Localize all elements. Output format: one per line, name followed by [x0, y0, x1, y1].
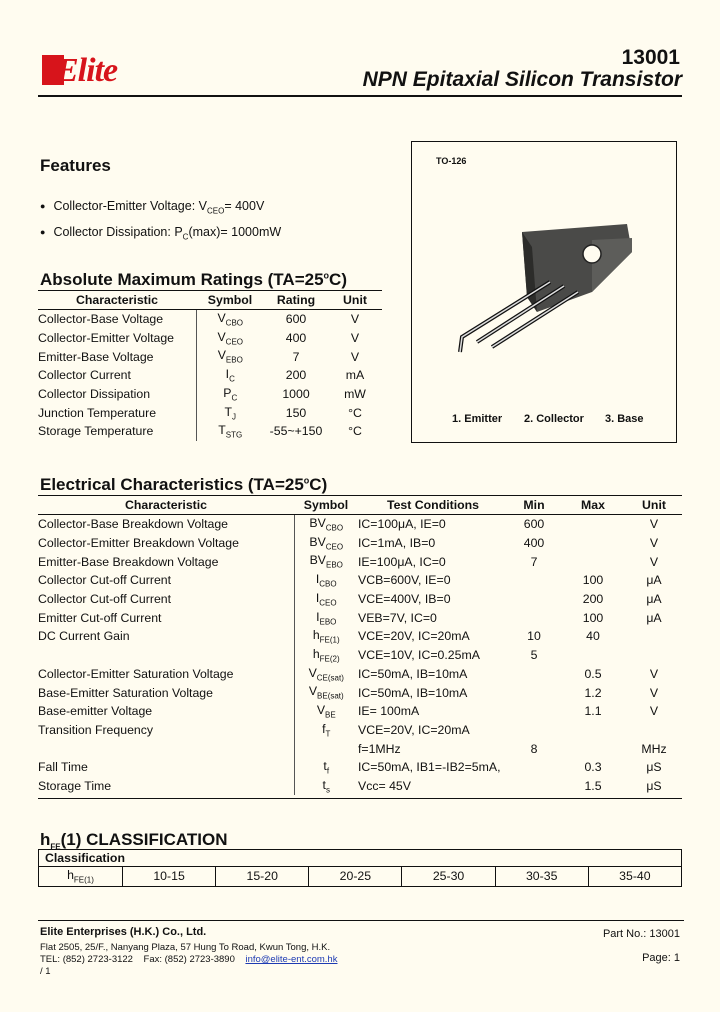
rating-cell: 600 [285, 312, 307, 327]
classification-symbol: $h_{FE(1)}$ [39, 867, 123, 887]
feature-item: ● Collector Dissipation: $P_C(\max)= 1000mW$ [40, 222, 281, 248]
pin-3-label: 3. Base [605, 413, 644, 425]
min-cell [508, 758, 560, 777]
rating-cell: 200 [285, 368, 307, 383]
column-header: Min [508, 496, 560, 515]
electrical-table [38, 495, 682, 795]
hfe-range-cell: 30-35 [495, 867, 588, 887]
unit-cell: V [649, 536, 659, 551]
condition-cell: VCE=20V, IC=20mA [358, 629, 470, 644]
unit-cell: V [350, 349, 360, 364]
max-cell: 200 [582, 592, 604, 607]
classification-table [38, 849, 682, 887]
table-row [38, 608, 682, 627]
table-row [38, 646, 682, 665]
symbol-cell: $V_{BE}$ [294, 702, 358, 721]
abs-max-table [38, 290, 382, 441]
features-list [40, 196, 281, 247]
characteristic-cell: Storage Temperature [38, 424, 154, 439]
hfe-range-cell: 20-25 [309, 867, 402, 887]
rating-cell: 1000 [282, 387, 310, 402]
condition-cell: IC=100μA, IE=0 [358, 517, 446, 532]
package-diagram [411, 141, 677, 443]
rating-cell: 7 [292, 349, 300, 364]
min-cell [508, 608, 560, 627]
unit-cell: °C [348, 405, 362, 420]
condition-cell: IE= 100mA [358, 704, 420, 719]
package-name: TO-126 [436, 156, 467, 166]
features-heading: Features [40, 156, 111, 175]
table-row [38, 739, 682, 758]
hfe-range-cell: 15-20 [216, 867, 309, 887]
table-row [38, 403, 382, 422]
max-cell [560, 646, 626, 665]
column-header: Characteristic [38, 496, 294, 515]
unit-cell [626, 721, 682, 740]
hfe-range-cell: 25-30 [402, 867, 495, 887]
unit-cell: mW [344, 387, 366, 402]
min-cell [508, 721, 560, 740]
max-cell [560, 721, 626, 740]
rating-cell: -55~+150 [269, 424, 323, 439]
symbol-cell: $BV_{EBO}$ [294, 552, 358, 571]
max-cell [560, 515, 626, 534]
abs-max-heading: Absolute Maximum Ratings $(TA=25^oC)$ [40, 270, 347, 289]
column-header: Unit [626, 496, 682, 515]
condition-cell: VCE=10V, IC=0.25mA [358, 648, 480, 663]
column-header: Max [560, 496, 626, 515]
symbol-cell: $V_{CE(sat)}$ [294, 665, 358, 684]
table-row [38, 665, 682, 684]
min-cell: 8 [530, 741, 538, 756]
to126-package-drawing [442, 202, 642, 362]
table-row [38, 347, 382, 366]
column-header: Unit [328, 291, 382, 310]
unit-cell: °C [348, 424, 362, 439]
symbol-cell: $T_J$ [196, 403, 264, 422]
characteristic-cell: Transition Frequency [38, 722, 154, 737]
min-cell: 400 [523, 536, 545, 551]
phone: TEL: (852) 2723-3122 [40, 954, 133, 965]
hfe-range-cell: 35-40 [588, 867, 681, 887]
table-row [38, 366, 382, 385]
characteristic-cell: Emitter-Base Breakdown Voltage [38, 554, 219, 569]
min-cell [508, 571, 560, 590]
column-header: Symbol [294, 496, 358, 515]
table-row [38, 552, 682, 571]
unit-cell: V [649, 517, 659, 532]
max-cell: 1.2 [584, 685, 602, 700]
table-row [38, 590, 682, 609]
table-row [38, 758, 682, 777]
characteristic-cell: Collector-Emitter Voltage [38, 331, 175, 346]
unit-cell: V [649, 685, 659, 700]
document-title: NPN Epitaxial Silicon Transistor [362, 68, 682, 91]
characteristic-cell [38, 646, 294, 665]
table-row [38, 702, 682, 721]
symbol-cell: $I_{CBO}$ [294, 571, 358, 590]
symbol-cell: $V_{BE(sat)}$ [294, 683, 358, 702]
min-cell: 10 [527, 629, 541, 644]
characteristic-cell: Collector-Base Breakdown Voltage [38, 517, 229, 532]
symbol-cell: $V_{EBO}$ [196, 347, 264, 366]
table-row [38, 515, 682, 534]
part-number: 13001 [621, 46, 680, 69]
characteristic-cell: Junction Temperature [38, 405, 157, 420]
symbol-cell: $f_T$ [294, 721, 358, 740]
condition-cell: VCE=20V, IC=20mA [358, 722, 470, 737]
characteristic-cell: Base-emitter Voltage [38, 704, 153, 719]
symbol-cell: $t_s$ [294, 777, 358, 796]
max-cell: 0.5 [584, 666, 602, 681]
table-row [38, 571, 682, 590]
table-row [38, 534, 682, 553]
pin-2-label: 2. Collector [524, 413, 584, 425]
column-header: Symbol [196, 291, 264, 310]
max-cell: 1.1 [584, 704, 602, 719]
feature-item: ● Collector-Emitter Voltage: $V_{CEO}= 400V$ [40, 196, 281, 222]
characteristic-cell: Storage Time [38, 778, 112, 793]
electrical-table-bottom-rule [38, 798, 682, 799]
symbol-cell: $h_{FE(2)}$ [294, 646, 358, 665]
unit-cell: mA [345, 368, 365, 383]
contact-line [40, 954, 337, 965]
email-link[interactable]: info@elite-ent.com.hk [245, 954, 338, 965]
footer-part-no: Part No.: 13001 [602, 928, 680, 940]
condition-cell: IC=50mA, IB=10mA [358, 685, 468, 700]
footer-rule [38, 920, 684, 921]
min-cell: 5 [530, 648, 538, 663]
table-row [38, 422, 382, 441]
characteristic-cell: DC Current Gain [38, 629, 130, 644]
max-cell: 100 [582, 610, 604, 625]
table-row [38, 721, 682, 740]
company-address: Flat 2505, 25/F., Nanyang Plaza, 57 Hung To Road, Kwun Tong, H.K. [40, 942, 331, 953]
unit-cell: μA [646, 573, 662, 588]
pin-1-label: 1. Emitter [452, 413, 503, 425]
min-cell: 600 [523, 517, 545, 532]
unit-cell: V [649, 554, 659, 569]
table-header-row [38, 496, 682, 515]
unit-cell: V [649, 666, 659, 681]
characteristic-cell: Emitter Cut-off Current [38, 610, 162, 625]
characteristic-cell: Collector-Base Voltage [38, 312, 164, 327]
characteristic-cell: Collector Cut-off Current [38, 592, 172, 607]
symbol-cell: $I_C$ [196, 366, 264, 385]
rating-cell: 150 [285, 405, 307, 420]
table-header-row [38, 291, 382, 310]
condition-cell: VEB=7V, IC=0 [358, 610, 437, 625]
page-number: Page: 1 [642, 952, 680, 964]
condition-cell: IE=100μA, IC=0 [358, 554, 446, 569]
symbol-cell: $t_f$ [294, 758, 358, 777]
characteristic-cell [38, 739, 294, 758]
max-cell [560, 739, 626, 758]
min-cell [508, 702, 560, 721]
min-cell [508, 777, 560, 796]
table-row [39, 867, 682, 887]
condition-cell: IC=50mA, IB1=-IB2=5mA, [358, 760, 501, 775]
min-cell [508, 590, 560, 609]
characteristic-cell: Collector-Emitter Saturation Voltage [38, 666, 234, 681]
symbol-cell: $BV_{CEO}$ [294, 534, 358, 553]
table-row [38, 777, 682, 796]
symbol-cell: $P_C$ [196, 385, 264, 404]
unit-cell [626, 646, 682, 665]
characteristic-cell: Base-Emitter Saturation Voltage [38, 685, 213, 700]
unit-cell: MHz [641, 741, 667, 756]
classification-heading: $h_{FE}(1)$ CLASSIFICATION [40, 830, 228, 852]
company-name: Elite Enterprises (H.K.) Co., Ltd. [40, 926, 207, 938]
unit-cell: μA [646, 610, 662, 625]
symbol-cell: $h_{FE(1)}$ [294, 627, 358, 646]
characteristic-cell: Fall Time [38, 760, 88, 775]
classification-label: Classification [39, 850, 682, 867]
symbol-cell: $V_{CBO}$ [196, 310, 264, 329]
unit-cell: V [350, 312, 360, 327]
page-fraction: / 1 [40, 966, 51, 977]
table-header-row [39, 850, 682, 867]
fax: Fax: (852) 2723-3890 [143, 954, 235, 965]
column-header: Test Conditions [358, 496, 508, 515]
max-cell: 100 [582, 573, 604, 588]
logo: Elite [56, 52, 118, 89]
table-row [38, 329, 382, 348]
max-cell [560, 534, 626, 553]
unit-cell: μA [646, 592, 662, 607]
unit-cell: μS [646, 778, 662, 793]
condition-cell: Vcc= 45V [358, 778, 411, 793]
max-cell: 0.3 [584, 760, 602, 775]
symbol-cell: $T_{STG}$ [196, 422, 264, 441]
condition-cell: f=1MHz [358, 741, 401, 756]
condition-cell: IC=50mA, IB=10mA [358, 666, 468, 681]
table-row [38, 310, 382, 329]
characteristic-cell: Collector Current [38, 368, 131, 383]
characteristic-cell: Collector Dissipation [38, 387, 151, 402]
symbol-cell: $I_{CEO}$ [294, 590, 358, 609]
characteristic-cell: Collector Cut-off Current [38, 573, 172, 588]
table-row [38, 683, 682, 702]
max-cell: 40 [586, 629, 600, 644]
table-row [38, 385, 382, 404]
symbol-cell: $I_{EBO}$ [294, 608, 358, 627]
characteristic-cell: Emitter-Base Voltage [38, 349, 154, 364]
condition-cell: IC=1mA, IB=0 [358, 536, 436, 551]
table-row [38, 627, 682, 646]
condition-cell: VCE=400V, IB=0 [358, 592, 451, 607]
symbol-cell [294, 739, 358, 758]
min-cell: 7 [530, 554, 538, 569]
unit-cell [626, 627, 682, 646]
max-cell: 1.5 [584, 778, 602, 793]
column-header: Characteristic [38, 291, 196, 310]
column-header: Rating [264, 291, 328, 310]
unit-cell: V [649, 704, 659, 719]
header-rule [38, 95, 682, 97]
condition-cell: VCB=600V, IE=0 [358, 573, 451, 588]
unit-cell: μS [646, 760, 662, 775]
electrical-heading: Electrical Characteristics $(TA=25^oC)$ [40, 475, 328, 494]
symbol-cell: $BV_{CBO}$ [294, 515, 358, 534]
hfe-range-cell: 10-15 [123, 867, 216, 887]
symbol-cell: $V_{CEO}$ [196, 329, 264, 348]
rating-cell: 400 [285, 331, 307, 346]
min-cell [508, 683, 560, 702]
max-cell [560, 552, 626, 571]
min-cell [508, 665, 560, 684]
unit-cell: V [350, 331, 360, 346]
characteristic-cell: Collector-Emitter Breakdown Voltage [38, 536, 239, 551]
